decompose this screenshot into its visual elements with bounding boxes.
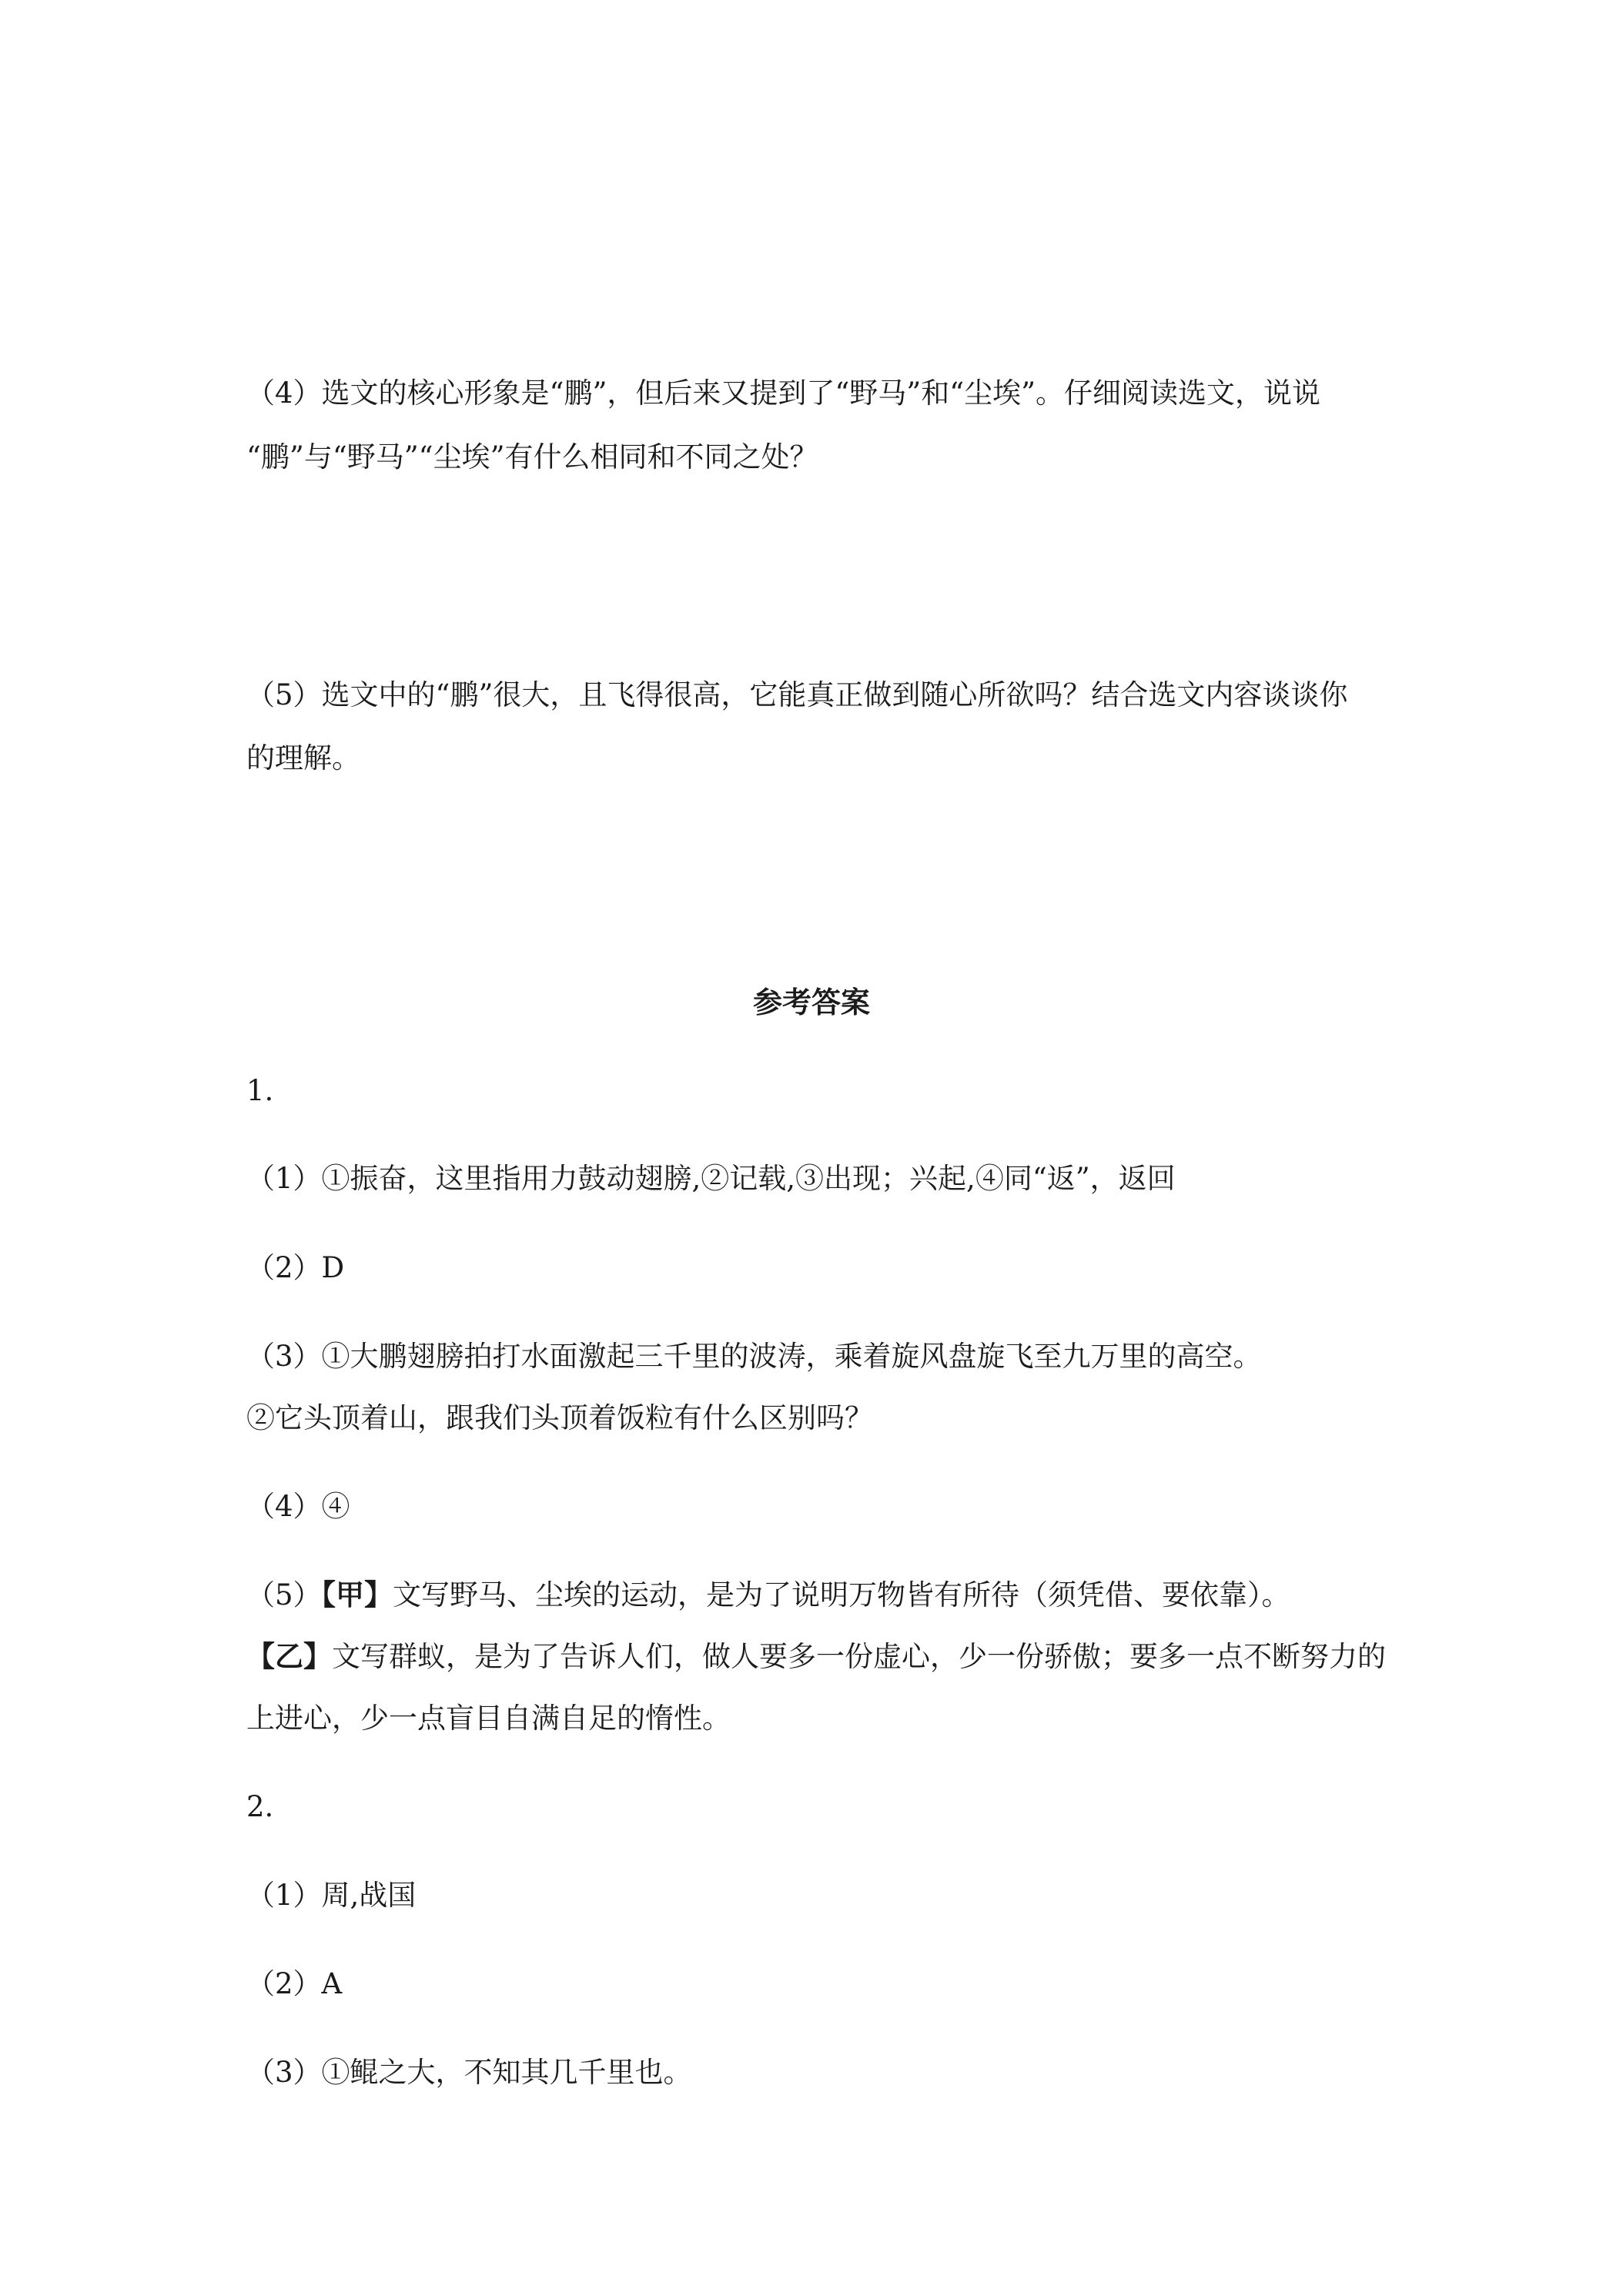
- answer-2-part-3-line-1: （3）①鲲之大，不知其几千里也。: [246, 2056, 692, 2089]
- answer-2-part-2: （2）A: [246, 1967, 343, 2000]
- question-4-line-2: “鹏”与“野马”“尘埃”有什么相同和不同之处？: [246, 440, 818, 474]
- answer-1-part-5-prefix: （5）: [246, 1578, 322, 1612]
- answer-1-part-5-line-2-text: 文写群蚁，是为了告诉人们，做人要多一份虚心，少一份骄傲；要多一点不断努力的: [332, 1640, 1386, 1673]
- answer-1-part-5-line-1-text: 文写野马、尘埃的运动，是为了说明万物皆有所待（须凭借、要依靠）。: [393, 1578, 1290, 1612]
- answer-1-part-5-line-3: 上进心，少一点盲目自满自足的惰性。: [246, 1702, 731, 1735]
- answer-1-number: 1.: [246, 1074, 274, 1107]
- question-5-line-2: 的理解。: [246, 741, 360, 775]
- answers-title: 参考答案: [752, 986, 870, 1019]
- answer-1-part-5-line-2: [246, 1639, 1386, 1673]
- answer-1-part-2: （2）D: [246, 1251, 345, 1284]
- answer-1-part-5-tag-yi: 【乙】: [246, 1639, 332, 1673]
- answer-1-part-3-line-1: （3）①大鹏翅膀拍打水面激起三千里的波涛，乘着旋风盘旋飞至九万里的高空。: [246, 1340, 1262, 1373]
- answer-1-part-5-line-1: [246, 1578, 1290, 1612]
- answer-2-number: 2.: [246, 1790, 274, 1823]
- answer-1-part-3-line-2: ②它头顶着山，跟我们头顶着饭粒有什么区别吗？: [246, 1401, 873, 1434]
- question-5-line-1: （5）选文中的“鹏”很大，且飞得很高，它能真正做到随心所欲吗？结合选文内容谈谈你: [246, 678, 1348, 711]
- question-4-line-1: （4）选文的核心形象是“鹏”，但后来又提到了“野马”和“尘埃”。仔细阅读选文，说说: [246, 377, 1321, 410]
- answer-2-part-1: （1）周,战国: [246, 1879, 417, 1912]
- answer-1-part-4: （4）④: [246, 1490, 350, 1523]
- answer-1-part-5-tag-jia: 【甲】: [321, 1578, 393, 1612]
- answer-1-part-1: （1）①振奋，这里指用力鼓动翅膀,②记载,③出现；兴起,④同“返”，返回: [246, 1162, 1176, 1195]
